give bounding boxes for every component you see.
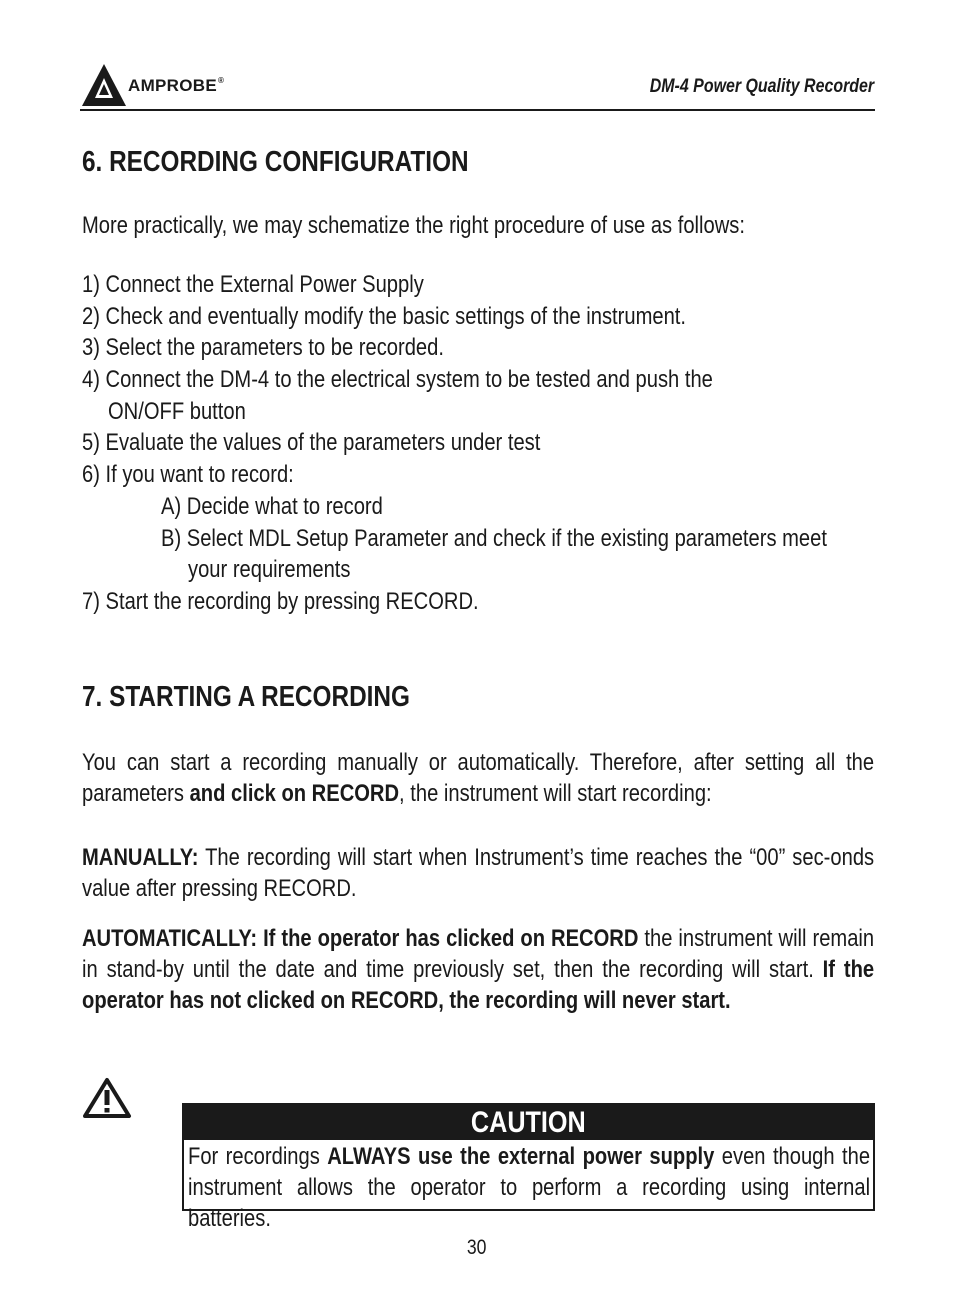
list-item <box>82 269 954 301</box>
list-item <box>82 332 954 364</box>
list-item-text: A) Decide what to record <box>161 492 383 520</box>
caution-text-start: For recordings <box>188 1143 328 1170</box>
list-item-text: 5) Evaluate the values of the parameters under test <box>82 429 541 457</box>
list-item-text: your requirements <box>188 556 351 584</box>
automatic-mode-label: AUTOMATICALLY: If the operator has clicked on RECORD <box>82 925 639 952</box>
procedure-list <box>82 269 954 618</box>
intro-text-end: , the instrument will start recording: <box>399 780 712 807</box>
manual-mode-text: The recording will start when Instrument’s time reaches the “00” sec-onds value after pressing RECORD. <box>82 844 875 902</box>
manual-mode-label: MANUALLY: <box>82 844 199 871</box>
section-6-intro-text: More practically, we may schematize the right procedure of use as follows: <box>82 212 745 239</box>
warning-triangle-icon <box>82 1077 132 1119</box>
list-item-continuation <box>82 396 954 428</box>
document-title-text: DM-4 Power Quality Recorder <box>649 76 874 97</box>
list-item-text: 6) If you want to record: <box>82 461 294 489</box>
automatic-mode-paragraph <box>82 923 874 1016</box>
brand-label: AMPROBE <box>128 76 217 95</box>
page-number <box>0 1236 954 1260</box>
list-item-text: B) Select MDL Setup Parameter and check if the existing parameters meet <box>161 524 827 552</box>
sub-list-item <box>82 491 954 523</box>
list-item <box>82 459 954 491</box>
automatic-mode-warning: If the operator has not clicked on RECORD, the recording will never start. <box>82 956 875 1014</box>
caution-text-bold: ALWAYS use the external power supply <box>327 1143 715 1170</box>
list-item-text: 7) Start the recording by pressing RECORD. <box>82 587 479 615</box>
amprobe-logo <box>80 62 280 108</box>
page-number-text: 30 <box>467 1236 487 1259</box>
caution-text-end: even though the instrument allows the operator to perform a recording using internal batteries. <box>188 1143 871 1232</box>
brand-name <box>128 76 224 96</box>
sub-list-item <box>82 523 954 555</box>
list-item <box>82 364 954 396</box>
automatic-mode-text: the instrument will remain in stand-by until the date and time previously set, then the recording will start. <box>82 925 875 983</box>
list-item <box>82 586 954 618</box>
section-6-heading-text: 6. RECORDING CONFIGURATION <box>82 146 469 178</box>
section-6-intro <box>82 210 871 241</box>
document-title <box>607 76 874 98</box>
intro-bold-text: and click on RECORD <box>189 780 400 807</box>
section-6-heading <box>82 146 542 179</box>
list-item-text: 4) Connect the DM-4 to the electrical system to be tested and push the <box>82 366 713 394</box>
list-item <box>82 301 954 333</box>
list-item-text: 2) Check and eventually modify the basic settings of the instrument. <box>82 302 686 330</box>
caution-box <box>182 1103 875 1232</box>
amprobe-logo-triangle-icon <box>80 62 128 108</box>
header-divider <box>80 109 875 111</box>
registered-mark: ® <box>218 76 225 85</box>
section-7-heading-text: 7. STARTING A RECORDING <box>82 681 410 713</box>
list-item-text: ON/OFF button <box>108 397 246 425</box>
caution-text <box>188 1141 870 1234</box>
section-7-intro <box>82 747 874 809</box>
caution-title-text: CAUTION <box>471 1106 586 1139</box>
list-item-text: 3) Select the parameters to be recorded. <box>82 334 444 362</box>
sub-list-item-continuation <box>82 554 954 586</box>
intro-text: You can start a recording manually or automatically. Therefore, after setting all the parameters <box>82 749 875 807</box>
list-item-text: 1) Connect the External Power Supply <box>82 271 424 298</box>
section-7-heading <box>82 681 472 714</box>
caution-title <box>184 1105 873 1140</box>
manual-mode-paragraph <box>82 842 874 904</box>
list-item <box>82 427 954 459</box>
